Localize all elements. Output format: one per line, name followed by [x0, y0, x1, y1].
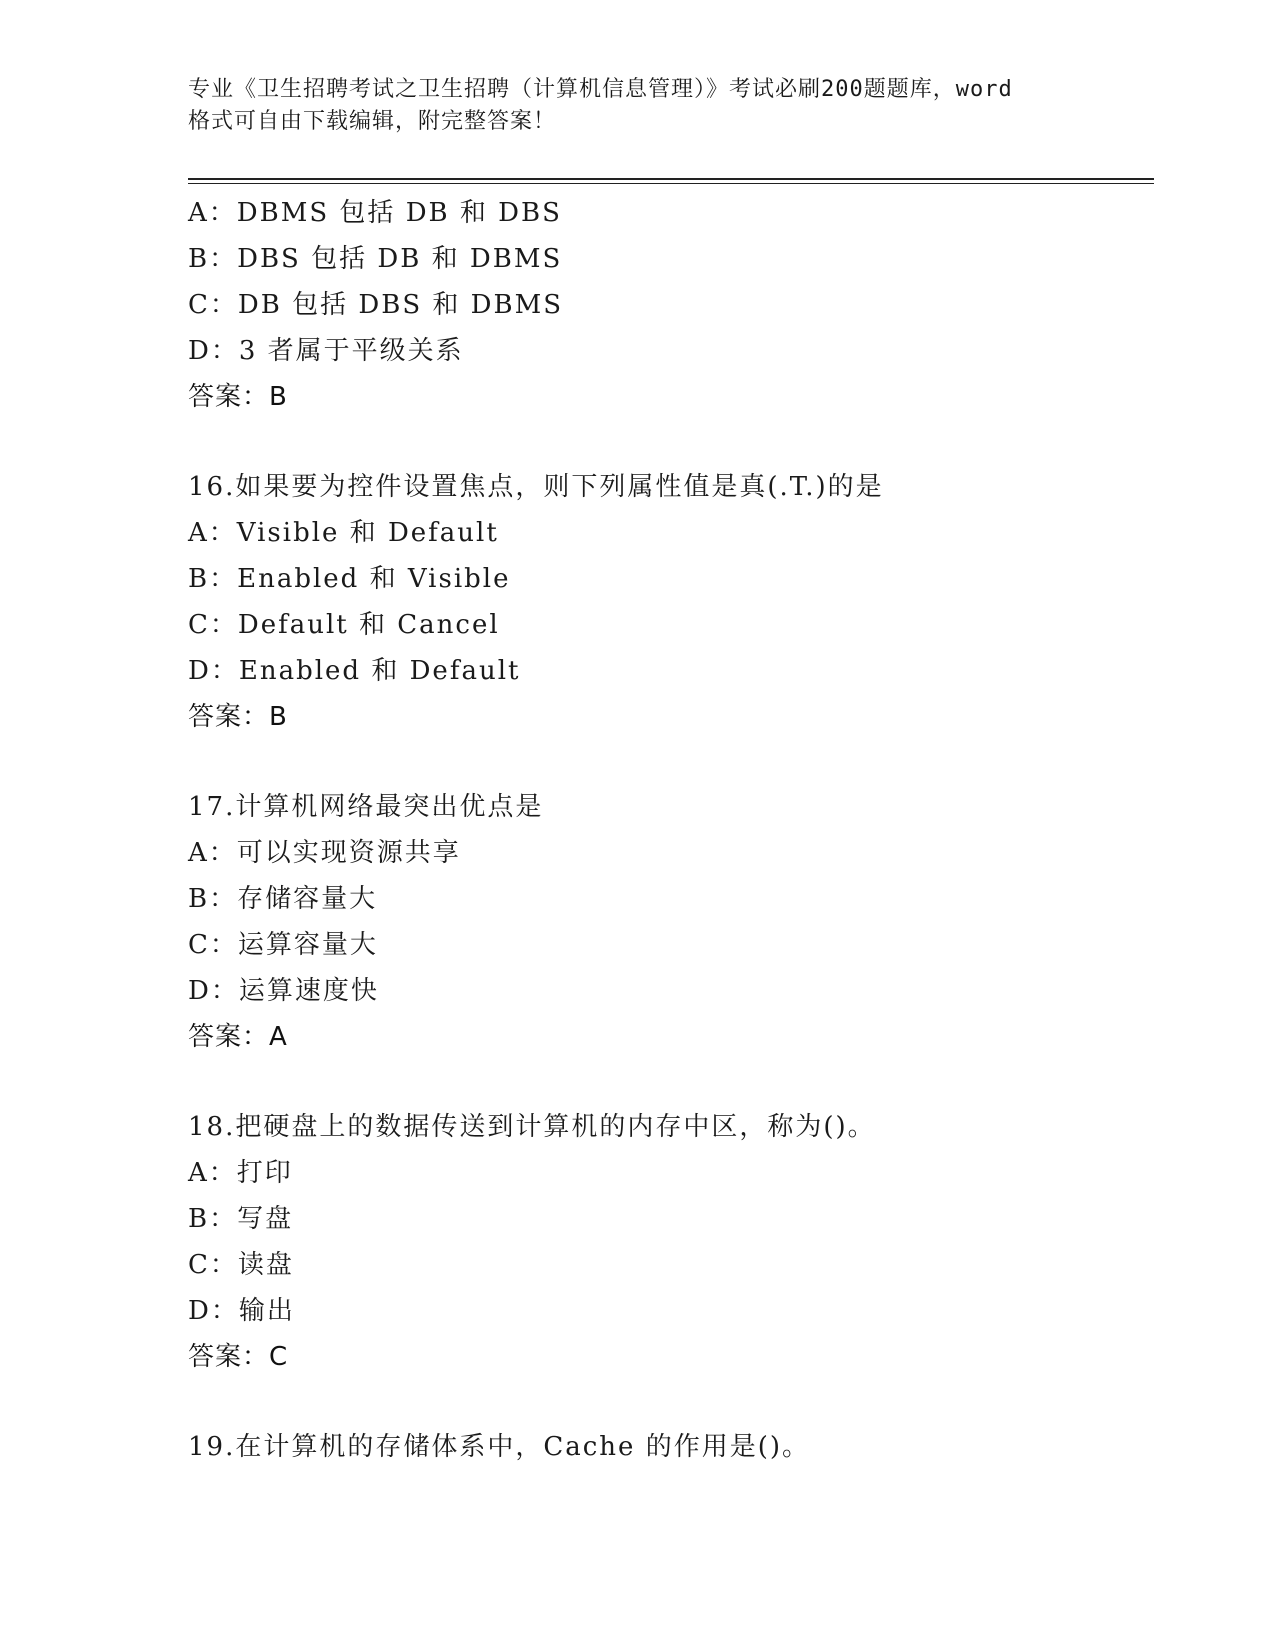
question-list [188, 190, 1154, 1470]
option-d: D：输出 [188, 1296, 295, 1326]
option-a: A：Visible 和 Default [188, 518, 499, 548]
header-rule-thick [188, 178, 1154, 180]
question-19 [188, 1424, 1154, 1470]
option-d: D：Enabled 和 Default [188, 656, 521, 686]
answer-label: 答案：C [188, 1342, 289, 1372]
header-line-1: 专业《卫生招聘考试之卫生招聘（计算机信息管理）》考试必刷200题题库，word [188, 77, 1013, 102]
question-17 [188, 784, 1154, 1060]
question-title: 19.在计算机的存储体系中，Cache 的作用是()。 [188, 1432, 810, 1462]
option-b: B：写盘 [188, 1204, 294, 1234]
answer-label: 答案：B [188, 702, 288, 732]
option-c: C：运算容量大 [188, 930, 378, 960]
question-title: 18.把硬盘上的数据传送到计算机的内存中区，称为()。 [188, 1112, 876, 1142]
answer-label: 答案：A [188, 1022, 288, 1052]
option-a: A：可以实现资源共享 [188, 838, 461, 868]
option-c: C：DB 包括 DBS 和 DBMS [188, 290, 564, 320]
option-d: D：3 者属于平级关系 [188, 336, 464, 366]
question-title: 16.如果要为控件设置焦点，则下列属性值是真(.T.)的是 [188, 472, 884, 502]
option-b: B：Enabled 和 Visible [188, 564, 511, 594]
document-header [188, 74, 1088, 138]
header-rule-thin [188, 183, 1154, 184]
option-c: C：Default 和 Cancel [188, 610, 500, 640]
question-18 [188, 1104, 1154, 1380]
question-15 [188, 190, 1154, 420]
option-a: A：DBMS 包括 DB 和 DBS [188, 198, 562, 228]
question-16 [188, 464, 1154, 740]
option-a: A：打印 [188, 1158, 293, 1188]
header-line-2: 格式可自由下载编辑，附完整答案！ [188, 109, 557, 134]
spacer [188, 1380, 1154, 1424]
option-b: B：DBS 包括 DB 和 DBMS [188, 244, 563, 274]
spacer [188, 420, 1154, 464]
spacer [188, 740, 1154, 784]
spacer [188, 1060, 1154, 1104]
question-title: 17.计算机网络最突出优点是 [188, 792, 544, 822]
option-b: B：存储容量大 [188, 884, 378, 914]
answer-label: 答案：B [188, 382, 288, 412]
option-c: C：读盘 [188, 1250, 294, 1280]
option-d: D：运算速度快 [188, 976, 379, 1006]
